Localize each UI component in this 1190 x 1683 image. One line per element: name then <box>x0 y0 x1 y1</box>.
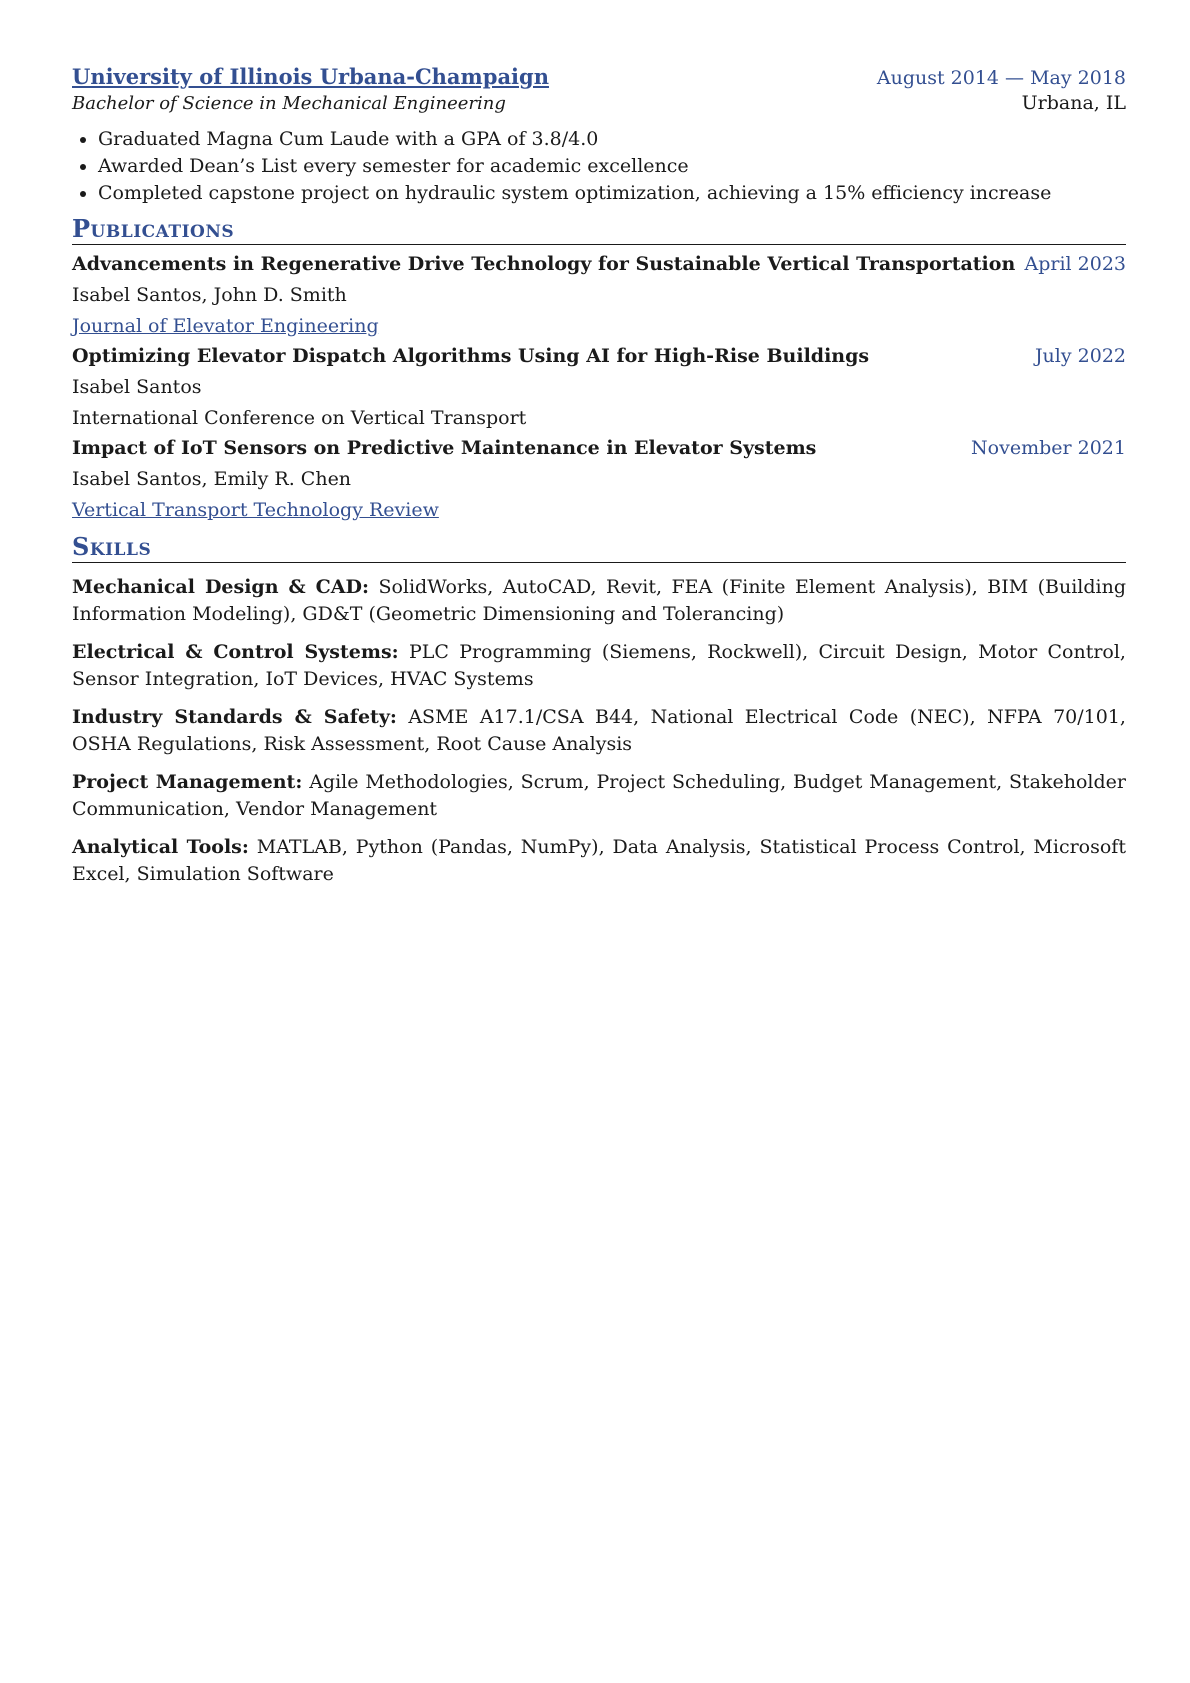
skill-line <box>72 704 1126 758</box>
skill-list: SolidWorks, AutoCAD, Revit, FEA (Finite Element Analysis), BIM (Building Information Modeling), GD&T (Geometric Dimensioning and Tolerancing) <box>72 576 1126 625</box>
education-dates: August 2014 — May 2018 <box>876 67 1126 89</box>
skills-heading: Skills <box>72 533 1126 563</box>
publication-title: Optimizing Elevator Dispatch Algorithms Using AI for High-Rise Buildings <box>72 345 870 367</box>
publication-authors: Isabel Santos, Emily R. Chen <box>72 468 352 490</box>
education-location: Urbana, IL <box>1021 92 1126 114</box>
publication-date: July 2022 <box>1034 345 1126 367</box>
skill-category: Industry Standards & Safety: <box>72 706 397 728</box>
education-bullet: • Awarded Dean’s List every semester for academic excellence <box>98 153 1126 180</box>
education-bullet: • Graduated Magna Cum Laude with a GPA of 3.8/4.0 <box>98 126 1126 153</box>
skill-category: Project Management: <box>72 771 303 793</box>
skill-list: ASME A17.1/CSA B44, National Electrical Code (NEC), NFPA 70/101, OSHA Regulations, Risk Assessment, Root Cause Analysis <box>72 706 1126 755</box>
skill-line <box>72 834 1126 888</box>
skill-list: Agile Methodologies, Scrum, Project Scheduling, Budget Management, Stakeholder Communication, Vendor Management <box>72 771 1127 820</box>
skill-category: Analytical Tools: <box>72 836 249 858</box>
publication-item <box>72 437 1126 521</box>
skill-list: MATLAB, Python (Pandas, NumPy), Data Analysis, Statistical Process Control, Microsoft Excel, Simulation Software <box>72 836 1126 885</box>
skill-line <box>72 574 1126 628</box>
school-link[interactable]: University of Illinois Urbana-Champaign <box>72 64 549 89</box>
education-entry <box>72 64 1126 207</box>
education-bullet: • Completed capstone project on hydraulic system optimization, achieving a 15% efficiency increase <box>98 180 1126 207</box>
publication-header-row <box>72 253 1126 275</box>
resume-content <box>72 64 1126 888</box>
skill-category: Mechanical Design & CAD: <box>72 576 370 598</box>
publication-date: November 2021 <box>971 437 1126 459</box>
skill-category: Electrical & Control Systems: <box>72 641 399 663</box>
education-subheader-row <box>72 89 1126 114</box>
publication-title: Impact of IoT Sensors on Predictive Maintenance in Elevator Systems <box>72 437 817 459</box>
publication-venue-link[interactable]: Vertical Transport Technology Review <box>72 499 439 521</box>
publication-header-row <box>72 345 1126 367</box>
degree: Bachelor of Science in Mechanical Engineering <box>72 93 506 114</box>
publication-authors: Isabel Santos <box>72 376 202 398</box>
publication-item <box>72 253 1126 337</box>
publication-authors: Isabel Santos, John D. Smith <box>72 284 347 306</box>
skill-list: PLC Programming (Siemens, Rockwell), Circuit Design, Motor Control, Sensor Integration, IoT Devices, HVAC Systems <box>72 641 1126 690</box>
publication-date: April 2023 <box>1024 253 1126 275</box>
publication-item <box>72 345 1126 429</box>
publication-venue: International Conference on Vertical Transport <box>72 407 527 429</box>
publication-title: Advancements in Regenerative Drive Technology for Sustainable Vertical Transportation <box>72 253 1016 275</box>
publication-header-row <box>72 437 1126 459</box>
education-bullets <box>72 126 1126 207</box>
publication-venue-link[interactable]: Journal of Elevator Engineering <box>72 315 379 337</box>
skill-line <box>72 639 1126 693</box>
education-header-row <box>72 64 1126 89</box>
publications-heading: Publications <box>72 215 1126 245</box>
skill-line <box>72 769 1126 823</box>
